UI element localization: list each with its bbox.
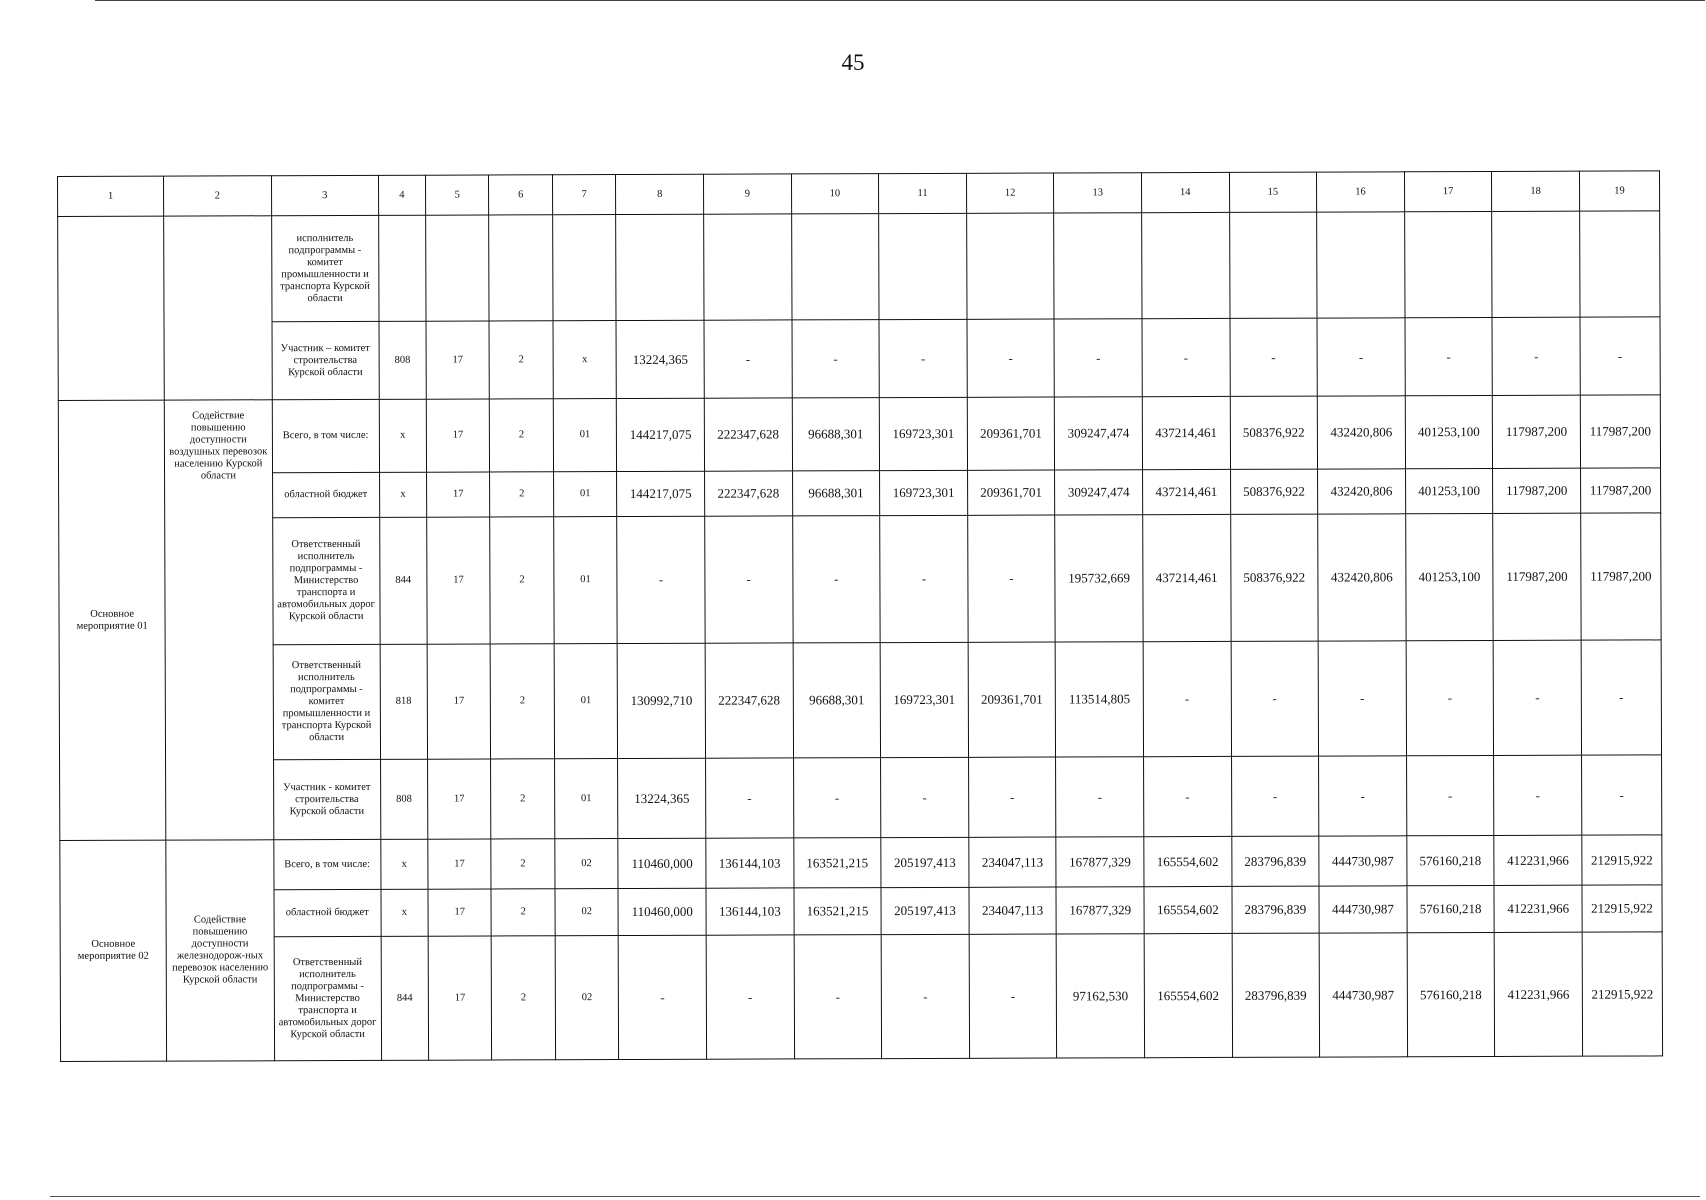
amount-cell: - (619, 935, 707, 1059)
code-cell: 01 (554, 517, 618, 644)
amount-cell: 144217,075 (617, 471, 705, 516)
amount-cell: 96688,301 (792, 398, 880, 471)
amount-cell: 437214,461 (1142, 396, 1230, 469)
code-cell: 818 (380, 644, 427, 759)
amount-cell: 412231,966 (1494, 932, 1582, 1056)
amount-cell: - (706, 758, 794, 838)
amount-cell: 205197,413 (881, 837, 969, 887)
top-border-line (95, 0, 1705, 1)
table-row (58, 317, 1660, 401)
code-cell: 2 (491, 644, 555, 759)
code-cell: 17 (427, 644, 491, 759)
column-header: 16 (1317, 172, 1405, 212)
amount-cell: 165554,602 (1144, 886, 1232, 933)
code-cell: 01 (554, 644, 618, 759)
amount-cell: 117987,200 (1493, 395, 1581, 468)
amount-cell (1229, 212, 1317, 318)
row-label: Всего, в том числе: (273, 839, 380, 889)
amount-cell: - (1231, 756, 1319, 836)
amount-cell: - (1142, 318, 1230, 396)
amount-cell: 110460,000 (618, 888, 706, 935)
empty-cell (58, 216, 165, 400)
code-cell: 2 (489, 321, 553, 399)
row-label: исполнитель подпрограммы - комитет промышленности и транспорта Курской области (271, 215, 379, 321)
amount-cell: 432420,806 (1317, 396, 1405, 469)
code-cell: 01 (553, 472, 617, 517)
amount-cell (791, 214, 879, 320)
table-row (60, 885, 1662, 938)
column-header: 1 (58, 176, 164, 216)
amount-cell: 144217,075 (617, 398, 705, 471)
amount-cell: - (792, 516, 880, 643)
amount-cell: - (1493, 640, 1581, 755)
table-row (60, 835, 1662, 891)
column-header: 8 (616, 174, 704, 214)
amount-cell: 97162,530 (1056, 934, 1144, 1058)
amount-cell: - (706, 935, 794, 1059)
amount-cell: 169723,301 (879, 397, 967, 470)
column-header: 17 (1404, 171, 1492, 211)
amount-cell: 117987,200 (1493, 513, 1581, 640)
code-cell: х (379, 472, 426, 517)
amount-cell: 212915,922 (1582, 885, 1662, 932)
amount-cell (1142, 212, 1230, 318)
row-label: Ответственный исполнитель подпрограммы - комитет промышленности и транспорта Курской области (273, 644, 381, 759)
amount-cell: 212915,922 (1582, 835, 1662, 885)
amount-cell (1404, 211, 1492, 317)
column-header: 10 (791, 174, 879, 214)
column-header: 18 (1492, 171, 1580, 211)
measure-01-title: Основное мероприятие 01 (58, 400, 166, 840)
amount-cell: - (1580, 317, 1660, 395)
code-cell: 2 (490, 472, 554, 517)
amount-cell: 117987,200 (1493, 468, 1581, 513)
amount-cell: - (1581, 640, 1661, 755)
amount-cell: 437214,461 (1142, 469, 1230, 514)
column-header: 19 (1579, 171, 1659, 211)
amount-cell: - (704, 320, 792, 398)
amount-cell: - (881, 934, 969, 1058)
amount-cell: 283796,839 (1232, 886, 1320, 933)
code-cell: 2 (490, 399, 554, 472)
amount-cell: - (1581, 755, 1661, 835)
amount-cell: 167877,329 (1056, 837, 1144, 887)
amount-cell: - (1319, 756, 1407, 836)
amount-cell: - (880, 515, 968, 642)
column-header: 15 (1229, 172, 1317, 212)
row-label: Всего, в том числе: (272, 399, 380, 472)
code-cell: 2 (491, 759, 555, 839)
amount-cell: - (1143, 756, 1231, 836)
amount-cell: 117987,200 (1580, 468, 1660, 513)
amount-cell: - (1231, 641, 1319, 756)
amount-cell: - (1406, 640, 1494, 755)
column-header: 12 (966, 173, 1054, 213)
amount-cell: 130992,710 (618, 643, 706, 758)
code-cell: х (553, 321, 617, 399)
table-body (58, 171, 1663, 1062)
amount-cell: 209361,701 (968, 642, 1056, 757)
column-header: 11 (879, 173, 967, 213)
amount-cell: 576160,218 (1407, 932, 1495, 1056)
amount-cell: 234047,113 (969, 837, 1057, 887)
column-header: 9 (703, 174, 791, 214)
amount-cell: 136144,103 (706, 838, 794, 888)
amount-cell: 234047,113 (969, 887, 1057, 934)
amount-cell (1054, 213, 1142, 319)
amount-cell: - (969, 934, 1057, 1058)
amount-cell: - (967, 319, 1055, 397)
amount-cell: 508376,922 (1230, 514, 1318, 641)
header-row (58, 171, 1660, 217)
column-header: 7 (552, 175, 616, 215)
amount-cell: - (1054, 319, 1142, 397)
code-cell: 01 (553, 399, 617, 472)
column-header: 6 (489, 175, 553, 215)
code-cell: х (381, 839, 428, 889)
column-header: 2 (164, 176, 271, 216)
code-cell: 2 (491, 889, 555, 936)
amount-cell: 576160,218 (1407, 835, 1495, 885)
amount-cell: 401253,100 (1405, 468, 1493, 513)
amount-cell: 309247,474 (1055, 470, 1143, 515)
amount-cell: 412231,966 (1494, 835, 1582, 885)
code-cell: 02 (555, 889, 619, 936)
code-cell: 17 (426, 321, 490, 399)
measure-01-description: Содействие повышению доступности воздушных перевозок населению Курской области (164, 400, 273, 840)
amount-cell: 195732,669 (1055, 515, 1143, 642)
code-cell: х (381, 889, 428, 936)
amount-cell: 163521,215 (793, 838, 881, 888)
row-label: Участник - комитет строительства Курской области (273, 759, 381, 839)
amount-cell: - (1056, 757, 1144, 837)
amount-cell: 283796,839 (1232, 933, 1320, 1057)
budget-table (57, 170, 1663, 1062)
code-cell: 17 (427, 759, 491, 839)
code-cell (489, 215, 553, 321)
code-cell (426, 215, 490, 321)
code-cell: х (379, 399, 426, 472)
code-cell: 17 (426, 399, 490, 472)
amount-cell: - (793, 758, 881, 838)
code-cell: 844 (381, 936, 429, 1060)
amount-cell: 110460,000 (618, 838, 706, 888)
code-cell: 02 (555, 936, 619, 1060)
measure-02-description: Содействие повышению доступности железнодорож-ных перевозок населению Курской области (166, 840, 274, 1061)
code-cell (553, 215, 617, 321)
code-cell: 2 (491, 839, 555, 889)
amount-cell: - (1230, 318, 1318, 396)
amount-cell (1580, 211, 1660, 317)
amount-cell: 165554,602 (1144, 836, 1232, 886)
column-header: 3 (271, 175, 378, 215)
code-cell: 01 (554, 759, 618, 839)
amount-cell: 222347,628 (705, 471, 793, 516)
amount-cell: 401253,100 (1405, 513, 1493, 640)
code-cell: 808 (380, 759, 427, 839)
amount-cell: 209361,701 (967, 470, 1055, 515)
amount-cell: - (1143, 641, 1231, 756)
table-row (60, 932, 1662, 1062)
amount-cell (1492, 211, 1580, 317)
amount-cell: 576160,218 (1407, 885, 1495, 932)
amount-cell: 444730,987 (1319, 836, 1407, 886)
row-label: областной бюджет (272, 472, 379, 517)
amount-cell: 508376,922 (1230, 396, 1318, 469)
amount-cell: 437214,461 (1143, 514, 1231, 641)
amount-cell: - (968, 757, 1056, 837)
amount-cell: - (792, 320, 880, 398)
code-cell: 844 (379, 517, 427, 644)
amount-cell: 169723,301 (880, 642, 968, 757)
amount-cell: 96688,301 (792, 471, 880, 516)
row-label: Ответственный исполнитель подпрограммы - Министерство транспорта и автомобильных дорог Курской области (274, 936, 382, 1060)
amount-cell: 222347,628 (705, 643, 793, 758)
amount-cell: - (1318, 641, 1406, 756)
column-header: 5 (425, 175, 489, 215)
amount-cell: 401253,100 (1405, 395, 1493, 468)
amount-cell: 117987,200 (1580, 395, 1660, 468)
code-cell: 2 (490, 517, 554, 644)
amount-cell: 508376,922 (1230, 469, 1318, 514)
amount-cell: - (794, 935, 882, 1059)
amount-cell: 444730,987 (1319, 933, 1407, 1057)
amount-cell: 212915,922 (1582, 932, 1663, 1056)
table-row (60, 755, 1662, 841)
amount-cell: - (1492, 317, 1580, 395)
amount-cell: 96688,301 (793, 643, 881, 758)
amount-cell (966, 213, 1054, 319)
amount-cell (879, 213, 967, 319)
amount-cell: 13224,365 (616, 320, 704, 398)
amount-cell: - (705, 516, 793, 643)
amount-cell: 432420,806 (1318, 469, 1406, 514)
code-cell (378, 215, 425, 321)
code-cell: 17 (426, 472, 490, 517)
measure-02-title: Основное мероприятие 02 (60, 840, 167, 1061)
amount-cell: - (967, 515, 1055, 642)
code-cell: 02 (555, 839, 619, 889)
amount-cell (616, 214, 704, 320)
amount-cell: - (617, 516, 705, 643)
amount-cell: 113514,805 (1055, 642, 1143, 757)
amount-cell: 117987,200 (1581, 513, 1662, 640)
amount-cell: 169723,301 (880, 470, 968, 515)
amount-cell: 136144,103 (706, 888, 794, 935)
column-header: 4 (378, 175, 425, 215)
amount-cell: 222347,628 (704, 398, 792, 471)
table-row (59, 468, 1661, 519)
table-row (59, 513, 1661, 646)
amount-cell (704, 214, 792, 320)
amount-cell: 444730,987 (1319, 886, 1407, 933)
code-cell: 17 (428, 936, 492, 1060)
table-row (58, 395, 1660, 474)
amount-cell: 432420,806 (1318, 514, 1406, 641)
code-cell: 808 (379, 321, 426, 399)
column-header: 14 (1141, 172, 1229, 212)
amount-cell: 283796,839 (1231, 836, 1319, 886)
row-label: Участник – комитет строительства Курской области (272, 321, 380, 399)
table-row (59, 640, 1661, 761)
amount-cell: - (879, 319, 967, 397)
column-header: 13 (1054, 173, 1142, 213)
amount-cell: - (1405, 317, 1493, 395)
code-cell: 2 (492, 936, 556, 1060)
amount-cell: 309247,474 (1055, 397, 1143, 470)
bottom-border-line (50, 1196, 1700, 1197)
amount-cell: 13224,365 (618, 758, 706, 838)
amount-cell: 165554,602 (1144, 933, 1232, 1057)
amount-cell: 167877,329 (1056, 887, 1144, 934)
amount-cell: - (1406, 755, 1494, 835)
amount-cell (1317, 212, 1405, 318)
row-label: Ответственный исполнитель подпрограммы - Министерство транспорта и автомобильных дорог Курской области (272, 517, 380, 644)
amount-cell: 163521,215 (794, 888, 882, 935)
amount-cell: 412231,966 (1494, 885, 1582, 932)
amount-cell: - (881, 757, 969, 837)
amount-cell: - (1317, 318, 1405, 396)
page-number: 45 (841, 50, 865, 75)
amount-cell: 205197,413 (881, 887, 969, 934)
row-label: областной бюджет (273, 889, 380, 936)
amount-cell: 209361,701 (967, 397, 1055, 470)
empty-cell (164, 216, 272, 400)
code-cell: 17 (428, 889, 492, 936)
table-row (58, 211, 1660, 323)
amount-cell: - (1494, 755, 1582, 835)
code-cell: 17 (428, 839, 492, 889)
code-cell: 17 (427, 517, 491, 644)
